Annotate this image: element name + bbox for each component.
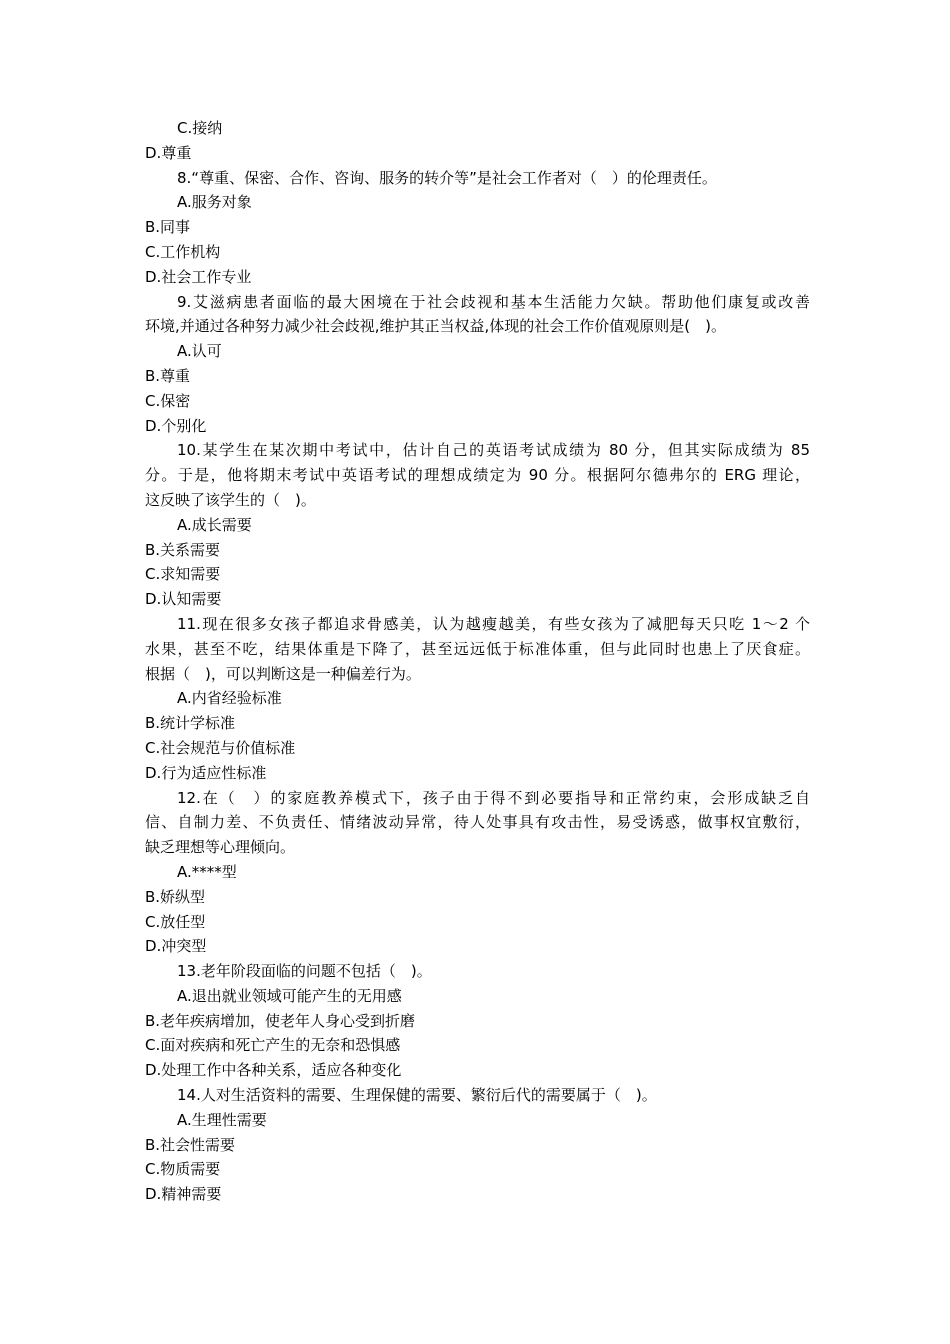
option-line: D.行为适应性标准 [145,763,267,782]
option-line: B.关系需要 [145,540,221,559]
question-q9 [145,290,810,340]
question-text-line: 根据（ )，可以判断这是一种偏差行为。 [145,664,421,683]
question-q8 [145,166,810,191]
question-text-line: 10.某学生在某次期中考试中，估计自己的英语考试成绩为 80 分，但其实际成绩为 85 [177,441,810,460]
options-q9o [145,339,810,438]
question-text-line: 11.现在很多女孩子都追求骨感美，认为越瘦越美，有些女孩为了减肥每天只吃 1～2 个 [177,614,810,633]
option-line: D.个别化 [145,416,207,435]
option-line: D.精神需要 [145,1185,222,1204]
question-text-line: 9.艾滋病患者面临的最大困境在于社会歧视和基本生活能力欠缺。帮助他们康复或改善 [177,292,810,311]
option-line: B.娇纵型 [145,887,206,906]
option-line: B.同事 [145,218,191,237]
option-line: C.求知需要 [145,565,221,584]
option-line: C.接纳 [177,119,223,137]
question-text-line: 13.老年阶段面临的问题不包括（ )。 [177,962,432,981]
question-text-line: 水果，甚至不吃，结果体重是下降了，甚至远远低于标准体重，但与此同时也患上了厌食症。 [145,639,810,658]
option-line: D.认知需要 [145,590,222,609]
option-line: C.保密 [145,391,191,410]
question-text-line: 这反映了该学生的（ )。 [145,490,316,509]
question-q14 [145,1083,810,1108]
options-q11o [145,686,810,785]
option-line: B.统计学标准 [145,714,236,733]
options-q8o [145,190,810,289]
option-line: A.成长需要 [177,515,252,534]
question-text-line: 12.在（ ）的家庭教养模式下，孩子由于得不到必要指导和正常约束，会形成缺乏自 [177,788,810,807]
options-q7 [145,116,810,166]
option-line: A.生理性需要 [177,1110,267,1129]
option-line: D.尊重 [145,143,192,162]
question-text-line: 14.人对生活资料的需要、生理保健的需要、繁衍后代的需要属于（ )。 [177,1086,657,1105]
option-line: C.工作机构 [145,242,221,261]
question-text-line: 缺乏理想等心理倾向。 [145,838,296,857]
option-line: B.社会性需要 [145,1135,236,1154]
option-line: A.服务对象 [177,193,252,212]
option-line: C.社会规范与价值标准 [145,738,296,757]
question-text-line: 环境,并通过各种努力减少社会歧视,维护其正当权益,体现的社会工作价值观原则是( )。 [145,317,727,336]
option-line: B.尊重 [145,366,191,385]
question-text-line: 8.“尊重、保密、合作、咨询、服务的转介等”是社会工作者对（ ）的伦理责任。 [177,168,717,187]
option-line: A.认可 [177,342,222,361]
options-q14o [145,1108,810,1207]
question-q11 [145,612,810,686]
option-line: A.内省经验标准 [177,689,282,708]
question-text-line: 信、自制力差、不负责任、情绪波动异常，待人处事具有攻击性，易受诱惑，做事权宜敷衍， [145,813,810,832]
option-line: C.放任型 [145,912,206,931]
option-line: A.****型 [177,862,237,881]
option-line: C.面对疾病和死亡产生的无奈和恐惧感 [145,1036,401,1055]
document-body [145,116,810,1207]
question-q13 [145,959,810,984]
options-q12o [145,860,810,959]
options-q10o [145,513,810,612]
options-q13o [145,984,810,1083]
question-q10 [145,438,810,512]
option-line: D.处理工作中各种关系，适应各种变化 [145,1061,402,1080]
question-text-line: 分。于是，他将期末考试中英语考试的理想成绩定为 90 分。根据阿尔德弗尔的 ERG 理论， [145,466,810,485]
option-line: C.物质需要 [145,1160,221,1179]
option-line: B.老年疾病增加，使老年人身心受到折磨 [145,1011,416,1030]
option-line: D.冲突型 [145,937,207,956]
question-q12 [145,786,810,860]
option-line: A.退出就业领域可能产生的无用感 [177,986,402,1005]
option-line: D.社会工作专业 [145,267,252,286]
